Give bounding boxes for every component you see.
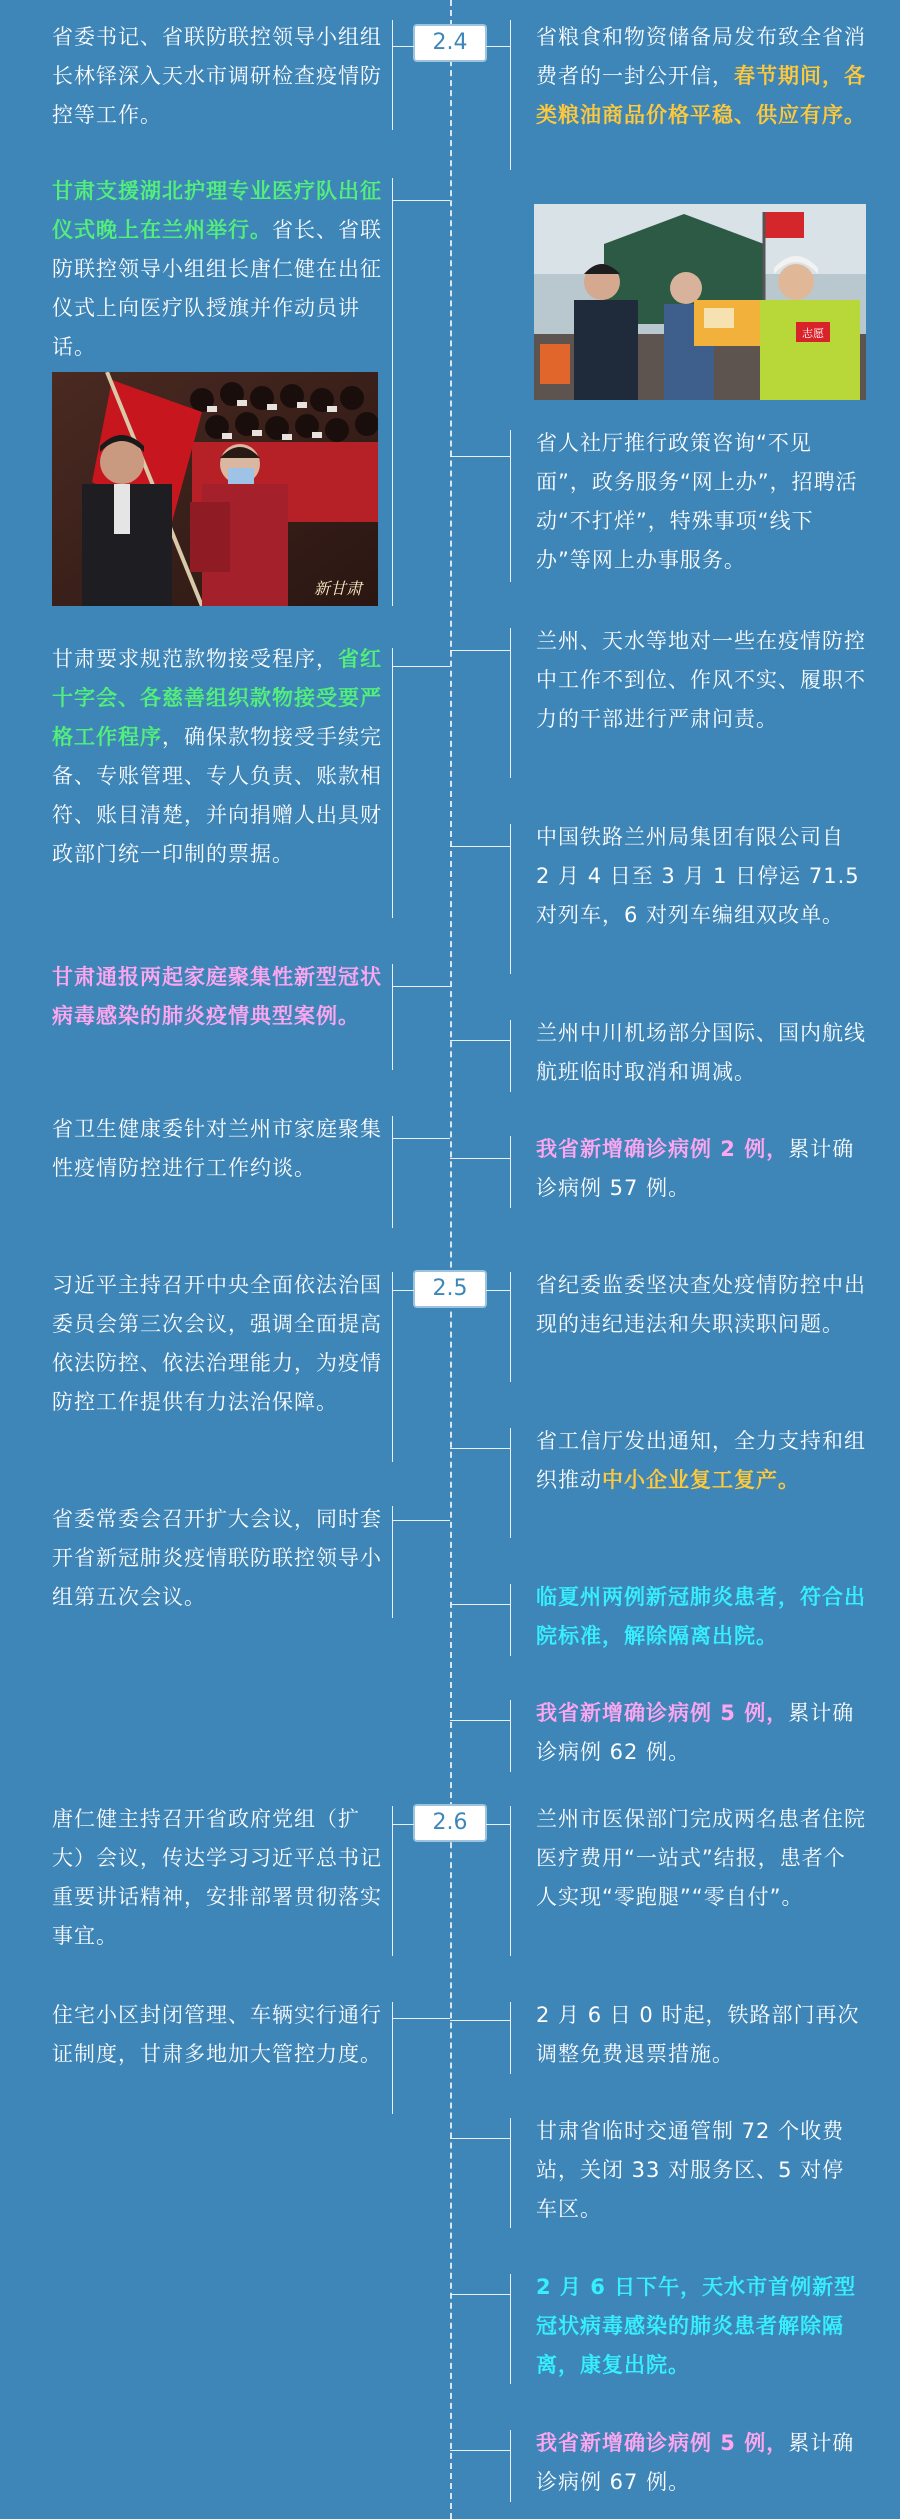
entry-text: ，确保款物接受手续完备、专账管理、专人负责、账款相符、账目清楚，并向捐赠人出具财政部门统一印制的票据。: [52, 725, 382, 866]
right-entry: [536, 1130, 866, 1208]
left-entry: [52, 1110, 390, 1188]
entry-highlight-text: 春节期间，各类粮油商品价格平稳、供应有序。: [536, 64, 866, 127]
entry-connector: [450, 846, 510, 847]
supply-delivery-photo: [534, 204, 866, 400]
entry-connector: [392, 1520, 450, 1521]
entry-text: 累计确诊病例 57 例。: [536, 1137, 855, 1200]
entry-highlight-text: 2 月 6 日下午，天水市首例新型冠状病毒感染的肺炎患者解除隔离，康复出院。: [536, 2275, 857, 2377]
entry-bracket: [510, 1136, 511, 1208]
entry-text: 兰州中川机场部分国际、国内航线航班临时取消和调减。: [536, 1021, 866, 1084]
flag-ceremony-photo: [52, 372, 378, 606]
entry-highlight-text: 甘肃支援湖北护理专业医疗队出征仪式晚上在兰州举行。: [52, 179, 382, 242]
entry-text: 唐仁健主持召开省政府党组（扩大）会议，传达学习习近平总书记重要讲话精神，安排部署贯彻落实事宜。: [52, 1807, 382, 1948]
right-entry: [536, 2424, 866, 2502]
right-entry: [536, 424, 866, 580]
entry-connector: [450, 456, 510, 457]
date-marker-0205: 2.5: [415, 1272, 485, 1306]
entry-text: 中国铁路兰州局集团有限公司自 2 月 4 日至 3 月 1 日停运 71.5 对列车，6 对列车编组双改单。: [536, 825, 860, 927]
entry-text: 省工信厅发出通知，全力支持和组织推动: [536, 1429, 866, 1492]
right-entry: [536, 18, 866, 135]
right-entry: [536, 1996, 866, 2074]
entry-bracket: [510, 1272, 511, 1382]
entry-text: 兰州市医保部门完成两名患者住院医疗费用“一站式”结报，患者个人实现“零跑腿”“零自付”。: [536, 1807, 866, 1909]
date-marker-0206: 2.6: [415, 1806, 485, 1840]
entry-bracket: [510, 1020, 511, 1092]
entry-text: 省纪委监委坚决查处疫情防控中出现的违纪违法和失职渎职问题。: [536, 1273, 866, 1336]
entry-connector: [392, 2018, 450, 2019]
entry-bracket: [510, 2430, 511, 2502]
entry-text: 兰州、天水等地对一些在疫情防控中工作不到位、作风不实、履职不力的干部进行严肃问责。: [536, 629, 866, 731]
entry-connector: [450, 2020, 510, 2021]
entry-text: 2 月 6 日 0 时起，铁路部门再次调整免费退票措施。: [536, 2003, 860, 2066]
entry-bracket: [510, 2118, 511, 2228]
vest-text: 志愿: [802, 327, 824, 340]
right-entry: [536, 2112, 866, 2229]
entry-text: 省委常委会召开扩大会议，同时套开省新冠肺炎疫情联防联控领导小组第五次会议。: [52, 1507, 382, 1609]
left-entry: [52, 1800, 390, 1956]
entry-connector: [450, 2294, 510, 2295]
left-entry: [52, 1266, 390, 1422]
entry-text: 住宅小区封闭管理、车辆实行通行证制度，甘肃多地加大管控力度。: [52, 2003, 382, 2066]
photo-watermark: 新甘肃: [314, 579, 363, 598]
entry-highlight-text: 中小企业复工复产。: [602, 1468, 800, 1492]
entry-connector: [450, 1720, 510, 1721]
entry-connector: [392, 666, 450, 667]
timeline-spine: [450, 0, 452, 2519]
entry-text: 累计确诊病例 62 例。: [536, 1701, 855, 1764]
date-marker-0204: 2.4: [415, 26, 485, 60]
entry-bracket: [510, 824, 511, 974]
left-entry: [52, 958, 390, 1036]
entry-bracket: [392, 1116, 393, 1228]
entry-bracket: [510, 628, 511, 778]
entry-bracket: [510, 1806, 511, 1956]
entry-text: 甘肃省临时交通管制 72 个收费站，关闭 33 对服务区、5 对停车区。: [536, 2119, 845, 2221]
left-entry: [52, 1996, 390, 2074]
entry-bracket: [392, 1806, 393, 1956]
entry-text: 省卫生健康委针对兰州市家庭聚集性疫情防控进行工作约谈。: [52, 1117, 382, 1180]
entry-highlight-text: 我省新增确诊病例 2 例，: [536, 1137, 789, 1161]
left-entry: [52, 640, 390, 874]
entry-highlight-text: 省红十字会、各慈善组织款物接受要严格工作程序: [52, 647, 382, 749]
right-entry: [536, 1266, 866, 1344]
entry-connector: [392, 1824, 414, 1825]
right-entry: [536, 2268, 866, 2385]
entry-highlight-text: 临夏州两例新冠肺炎患者，符合出院标准，解除隔离出院。: [536, 1585, 866, 1648]
right-entry: [536, 1694, 866, 1772]
entry-connector: [450, 1040, 510, 1041]
entry-connector: [392, 1138, 450, 1139]
entry-bracket: [510, 430, 511, 582]
entry-bracket: [510, 2002, 511, 2074]
right-entry: [536, 1014, 866, 1092]
entry-bracket: [392, 1272, 393, 1462]
entry-connector: [392, 1290, 414, 1291]
right-entry: [536, 1800, 866, 1917]
entry-connector: [392, 200, 450, 201]
entry-bracket: [392, 648, 393, 918]
entry-connector: [486, 46, 510, 47]
entry-highlight-text: 甘肃通报两起家庭聚集性新型冠状病毒感染的肺炎疫情典型案例。: [52, 965, 382, 1028]
entry-bracket: [510, 1700, 511, 1772]
entry-text: 累计确诊病例 67 例。: [536, 2431, 855, 2494]
left-entry: [52, 172, 390, 367]
entry-text: 甘肃要求规范款物接受程序，: [52, 647, 338, 671]
entry-bracket: [510, 1584, 511, 1656]
entry-bracket: [510, 2274, 511, 2384]
entry-connector: [450, 2138, 510, 2139]
entry-highlight-text: 我省新增确诊病例 5 例，: [536, 2431, 789, 2455]
entry-bracket: [510, 1428, 511, 1538]
entry-text: 省委书记、省联防联控领导小组组长林铎深入天水市调研检查疫情防控等工作。: [52, 25, 382, 127]
entry-text: 省粮食和物资储备局发布致全省消费者的一封公开信，: [536, 25, 866, 88]
right-entry: [536, 818, 866, 935]
right-entry: [536, 1578, 866, 1656]
entry-connector: [450, 1158, 510, 1159]
entry-bracket: [510, 20, 511, 170]
entry-connector: [486, 1824, 510, 1825]
entry-text: 习近平主持召开中央全面依法治国委员会第三次会议，强调全面提高依法防控、依法治理能力，为疫情防控工作提供有力法治保障。: [52, 1273, 382, 1414]
entry-bracket: [392, 964, 393, 1070]
right-entry: [536, 1422, 866, 1500]
entry-bracket: [392, 20, 393, 130]
entry-connector: [450, 1604, 510, 1605]
entry-connector: [450, 1448, 510, 1449]
entry-connector: [486, 1290, 510, 1291]
entry-text: 省长、省联防联控领导小组组长唐仁健在出征仪式上向医疗队授旗并作动员讲话。: [52, 218, 382, 359]
right-entry: [536, 622, 866, 739]
entry-highlight-text: 我省新增确诊病例 5 例，: [536, 1701, 789, 1725]
entry-text: 省人社厅推行政策咨询“不见面”，政务服务“网上办”，招聘活动“不打烊”，特殊事项“线下办”等网上办事服务。: [536, 431, 858, 572]
left-entry: [52, 18, 390, 135]
entry-connector: [450, 650, 510, 651]
entry-connector: [392, 986, 450, 987]
entry-bracket: [392, 1506, 393, 1618]
entry-connector: [392, 46, 414, 47]
entry-bracket: [392, 178, 393, 606]
entry-connector: [450, 2450, 510, 2451]
left-entry: [52, 1500, 390, 1617]
